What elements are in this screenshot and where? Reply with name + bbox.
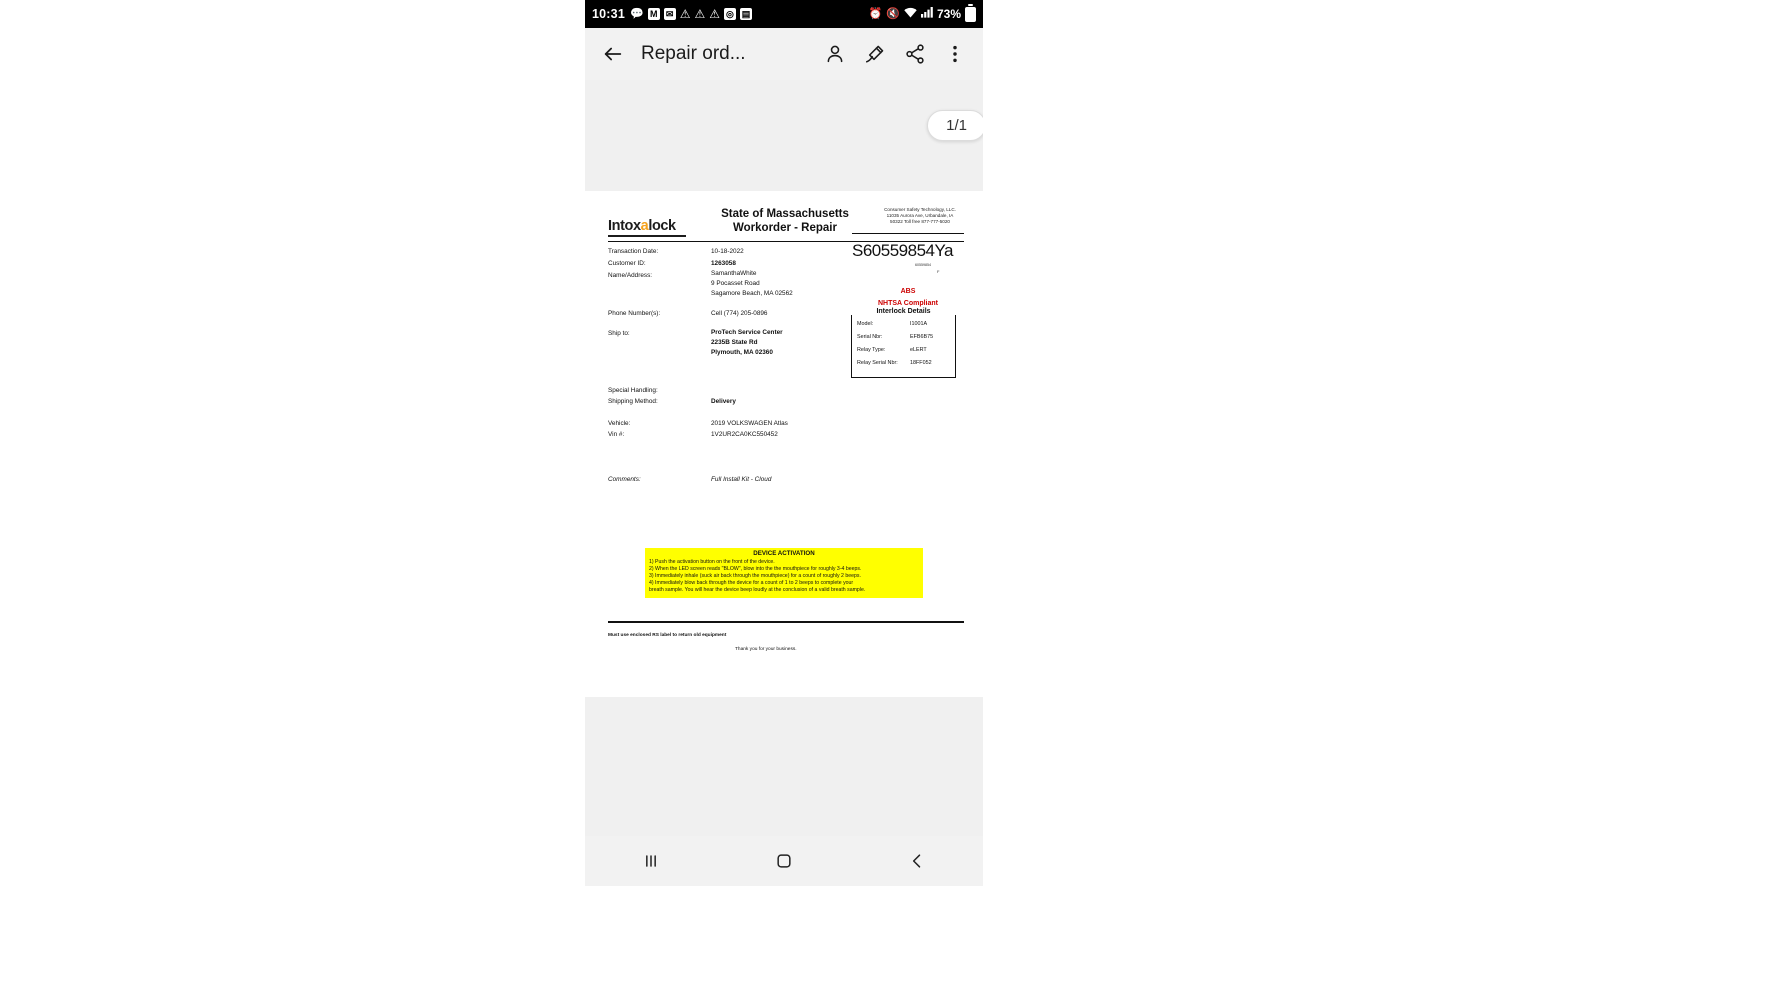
intoxalock-logo — [608, 218, 676, 234]
transaction-date-label: Transaction Date: — [608, 248, 659, 255]
logo-part-1: Intox — [608, 218, 641, 234]
app-bar — [585, 28, 983, 80]
device-activation-line-1: 1) Push the activation button on the front of the device. — [649, 559, 775, 565]
logo-part-2: a — [640, 218, 649, 234]
person-icon[interactable] — [817, 36, 853, 72]
device-activation-line-4: 4) Immediately blow back through the device for a count of 1 to 2 beeps to complete your — [649, 580, 854, 587]
company-address-line1: Consumer Safety Technology, LLC. — [884, 207, 956, 212]
logo-underline — [608, 235, 686, 237]
document-heading-line2: Workorder - Repair — [733, 222, 837, 234]
mute-icon: 🔇 — [886, 7, 900, 20]
signature-icon[interactable] — [857, 36, 893, 72]
customer-address-line2: Sagamore Beach, MA 02562 — [711, 290, 793, 297]
ship-to-label: Ship to: — [608, 330, 630, 337]
chat-icon: 💬 — [629, 7, 644, 20]
device-activation-title: DEVICE ACTIVATION — [753, 550, 815, 557]
device-activation-block — [645, 548, 923, 598]
vin-label: Vin #: — [608, 431, 625, 438]
ship-to-line1: ProTech Service Center — [711, 329, 783, 336]
status-system-icons — [869, 7, 976, 22]
phone-screen — [585, 0, 983, 886]
alarm-icon: ⏰ — [868, 7, 883, 20]
special-handling-label: Special Handling: — [608, 387, 658, 394]
interlock-serial-value: EFB6B75 — [910, 334, 934, 340]
interlock-model-value: I1001A — [910, 321, 928, 327]
home-icon[interactable] — [754, 841, 814, 881]
warning-icon: ⚠ — [709, 7, 720, 21]
wifi-icon — [904, 7, 917, 21]
document-page[interactable] — [585, 191, 983, 697]
warning-icon: ⚠ — [694, 7, 706, 21]
battery-icon — [965, 7, 976, 22]
thank-you-note: Thank you for your business. — [735, 647, 797, 652]
ship-to-line3: Plymouth, MA 02360 — [711, 349, 773, 356]
relay-type-value: eLERT — [910, 347, 927, 353]
nhtsa-compliant-label: NHTSA Compliant — [877, 300, 939, 307]
status-notification-icons — [630, 8, 752, 20]
abs-label: ABS — [900, 288, 916, 295]
phone-label: Phone Number(s): — [608, 310, 661, 317]
header-divider — [852, 233, 964, 234]
recents-icon[interactable] — [621, 841, 681, 881]
vehicle-value: 2019 VOLKSWAGEN Atlas — [711, 420, 788, 427]
barcode-text: S60559854Ya — [852, 241, 954, 260]
camera-icon: ◎ — [724, 8, 736, 20]
device-activation-line-5: breath sample. You will hear the device beep loudly at the conclusion of a valid breath sample. — [649, 587, 866, 594]
customer-id-label: Customer ID: — [608, 260, 646, 267]
barcode-sub-label-2: F — [937, 269, 940, 274]
image-icon: ▤ — [741, 9, 751, 19]
relay-serial-label: Relay Serial Nbr: — [857, 360, 898, 366]
comments-value: Full Install Kit - Cloud — [711, 476, 772, 483]
customer-address-line1: 9 Pocasset Road — [711, 280, 760, 287]
system-nav-bar — [585, 836, 983, 886]
company-address — [865, 207, 975, 226]
comments-label: Comments: — [608, 476, 641, 483]
company-address-line3: 50322 Toll free 877-777-5020 — [890, 219, 950, 225]
warning-icon: ⚠ — [679, 7, 691, 21]
page-indicator: 1/1 — [927, 110, 983, 141]
status-bar — [585, 0, 983, 28]
status-clock: 10:31 — [592, 7, 625, 21]
customer-name-value: SamanthaWhite — [711, 270, 757, 277]
phone-value: Cell (774) 205-0896 — [711, 310, 768, 317]
share-icon[interactable] — [897, 36, 933, 72]
logo-part-3: lock — [648, 218, 676, 234]
document-heading-line1: State of Massachusetts — [721, 208, 849, 220]
document-viewer[interactable] — [585, 80, 983, 836]
barcode — [852, 241, 964, 263]
shipping-method-value: Delivery — [711, 398, 736, 405]
signal-icon — [921, 7, 933, 21]
battery-percent: 73% — [936, 7, 961, 21]
ship-to-line2: 2235B State Rd — [711, 339, 758, 346]
shipping-method-label: Shipping Method: — [608, 398, 658, 405]
more-options-icon[interactable] — [937, 36, 973, 72]
relay-type-label: Relay Type: — [857, 347, 886, 353]
return-label-note: Must use enclosed RS label to return old equipment — [608, 633, 727, 638]
gmail-icon: M — [648, 8, 660, 20]
name-address-label: Name/Address: — [608, 272, 653, 279]
page-title: Repair ord... — [641, 43, 746, 64]
transaction-date-value: 10-18-2022 — [711, 248, 744, 255]
device-activation-line-3: 3) Immediately inhale (suck air back through the mouthpiece) for a count of roughly 2 beeps. — [649, 573, 861, 580]
interlock-serial-label: Serial Nbr: — [857, 334, 883, 340]
mail-icon: ✉ — [664, 8, 676, 20]
document-heading — [695, 207, 875, 235]
device-activation-line-2: 2) When the LED screen reads "BLOW", blow into the the mouthpiece for roughly 3-4 beeps. — [649, 566, 862, 573]
interlock-details-title: Interlock Details — [851, 308, 956, 315]
back-icon[interactable] — [887, 841, 947, 881]
relay-serial-value: 18FF052 — [910, 360, 932, 366]
barcode-sub-label: 60559854 — [915, 263, 931, 267]
footer-divider — [608, 621, 964, 623]
company-address-line2: 11035 Aurora Ave, Urbandale, IA — [886, 213, 954, 219]
customer-id-value: 1263058 — [711, 260, 736, 267]
back-arrow-icon[interactable] — [595, 36, 631, 72]
interlock-model-label: Model: — [857, 321, 874, 327]
vin-value: 1V2UR2CA0KC550452 — [711, 431, 778, 438]
vehicle-label: Vehicle: — [608, 420, 631, 427]
